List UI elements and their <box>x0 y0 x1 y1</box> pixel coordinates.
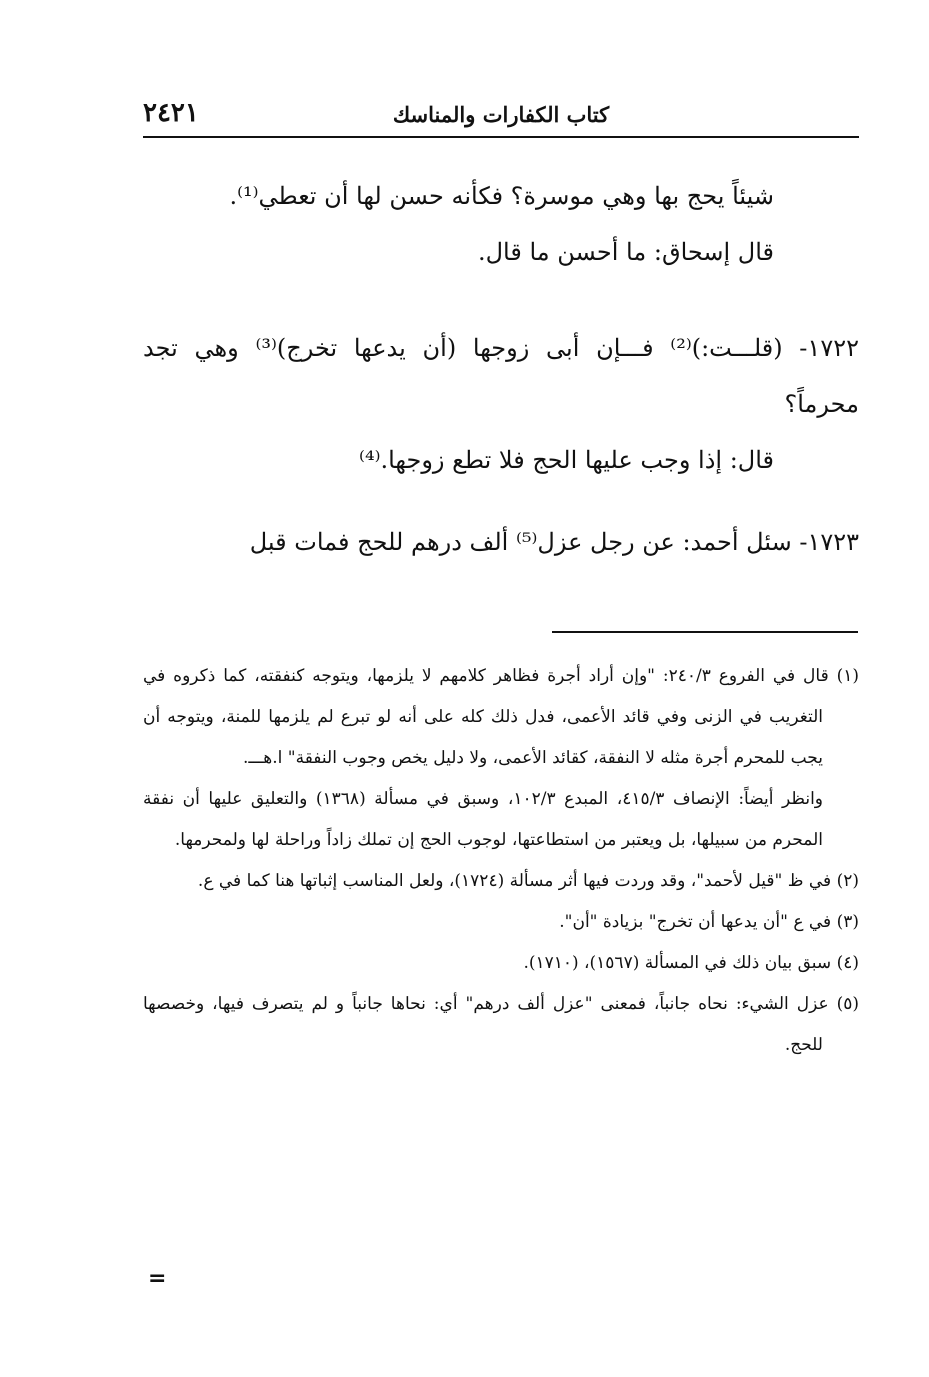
page-header <box>143 96 859 138</box>
footnote-3: (٣) في ع "أن يدعها أن تخرج" بزيادة "أن". <box>559 912 859 932</box>
footnote-divider <box>552 631 858 633</box>
main-text <box>143 168 859 570</box>
footnotes <box>143 656 859 1066</box>
spacer <box>143 488 859 514</box>
question-1723: ١٧٢٣- سئل أحمد: عن رجل عزل⁽⁵⁾ ألف درهم للحج فمات قبل <box>249 528 859 556</box>
footnote-1: (١) قال في الفروع ٢٤٠/٣: "وإن أراد أجرة فظاهر كلامهم لا يلزمها، ويتوجه كنفقته، كما ذكروه في التغريب في الزنى وفي قائد الأعمى، فدل ذلك كله على أنه لو تبرع لم يلزمها للمنة، ويتوجه أن يجب للمحرم أجرة مثله لا النفقة، كقائد الأعمى، ولا دليل يخص وجوب النفقة" ا.هـــ. <box>143 666 860 768</box>
spacer <box>143 280 859 320</box>
continuation-mark: = <box>148 1266 167 1291</box>
question-1722: ١٧٢٢- (قلـــت:)⁽²⁾ فـــإن أبى زوجها (أن يدعها تخرج)⁽³⁾ وهي تجد محرماً؟ <box>143 334 859 418</box>
footnote-2: (٢) في ظ "قيل لأحمد"، وقد وردت فيها أثر مسألة (١٧٢٤)، ولعل المناسب إثباتها هنا كما في ع. <box>197 871 859 891</box>
footnote-4: (٤) سبق بيان ذلك في المسألة (١٥٦٧)، (١٧١٠). <box>523 953 859 973</box>
paragraph-ishaq-reply: قال إسحاق: ما أحسن ما قال. <box>477 238 774 266</box>
footnote-5: (٥) عزل الشيء: نحاه جانباً، فمعنى "عزل ألف درهم" أي: نحاها جانباً و لم يتصرف فيها، وخصصها للحج. <box>143 994 859 1055</box>
running-title: كتاب الكفارات والمناسك <box>392 102 610 127</box>
footnote-1-continuation: وانظر أيضاً: الإنصاف ٤١٥/٣، المبدع ١٠٢/٣، وسبق في مسألة (١٣٦٨) والتعليق عليها أن نفقة المحرم من سبيلها، بل ويعتبر من استطاعتها، لوجوب الحج إن تملك زاداً وراحلة لها ولمحرمها. <box>143 789 823 850</box>
paragraph-continuation: شيئاً يحج بها وهي موسرة؟ فكأنه حسن لها أن تعطي⁽¹⁾. <box>229 182 774 210</box>
answer-1722: قال: إذا وجب عليها الحج فلا تطع زوجها.⁽⁴⁾ <box>359 446 774 474</box>
page-number: ٢٤٢١ <box>143 98 199 128</box>
